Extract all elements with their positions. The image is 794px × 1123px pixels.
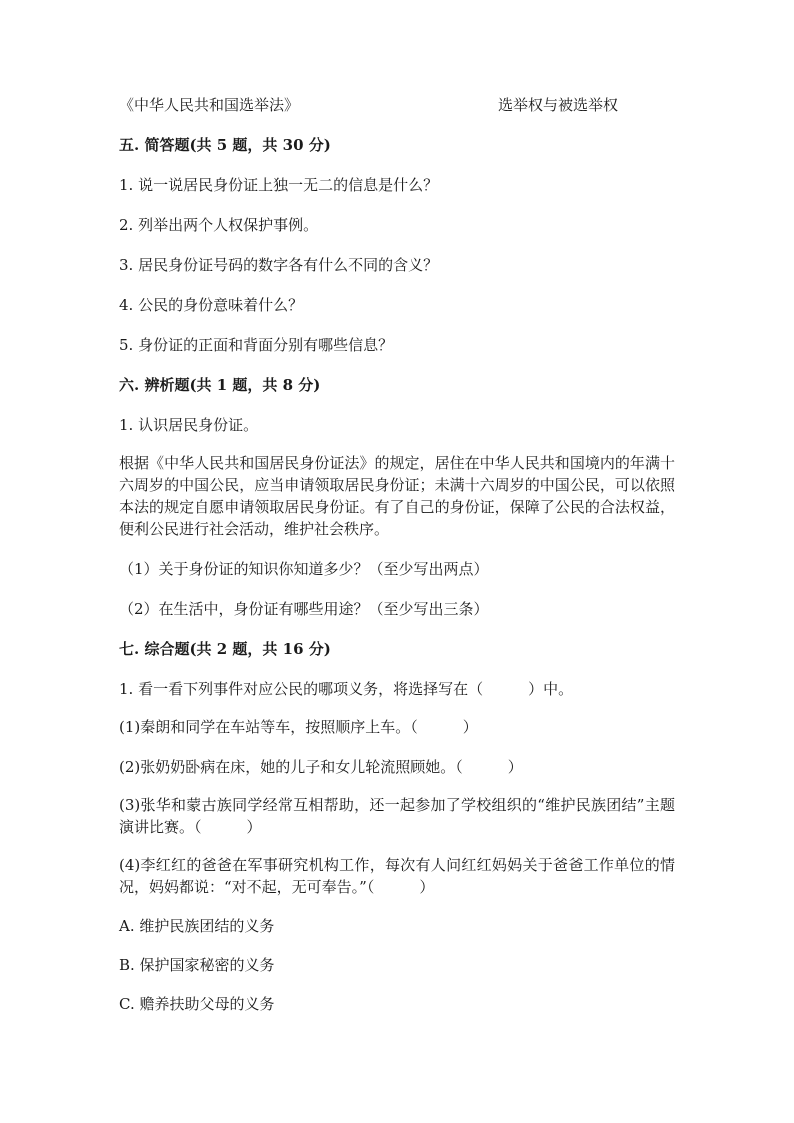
section6-question: 1. 认识居民身份证。 xyxy=(119,416,259,434)
section6-subquestion-1: （1）关于身份证的知识你知道多少？（至少写出两点） xyxy=(119,560,489,578)
section5-question-5: 5. 身份证的正面和背面分别有哪些信息？ xyxy=(119,336,394,354)
section7-item-4: (4)李红红的爸爸在军事研究机构工作，每次有人问红红妈妈关于爸爸工作单位的情况，妈妈都说：“对不起，无可奉告。”（ ） xyxy=(119,856,675,896)
section7-item-3: (3)张华和蒙古族同学经常互相帮助，还一起参加了学校组织的“维护民族团结”主题演讲比赛。（ ） xyxy=(119,796,675,836)
section7-item-2: (2)张奶奶卧病在床，她的儿子和女儿轮流照顾她。（ ） xyxy=(119,758,523,776)
section7-heading: 七. 综合题(共 2 题，共 16 分) xyxy=(119,640,331,658)
section7-item-1: (1)秦朗和同学在车站等车，按照顺序上车。（ ） xyxy=(119,718,478,736)
section5-question-3: 3. 居民身份证号码的数字各有什么不同的含义？ xyxy=(119,256,439,274)
section5-question-2: 2. 列举出两个人权保护事例。 xyxy=(119,216,319,234)
section5-question-4: 4. 公民的身份意味着什么？ xyxy=(119,296,304,314)
top-row xyxy=(119,94,675,116)
section7-option-b: B. 保护国家秘密的义务 xyxy=(119,956,275,974)
section5-question-1: 1. 说一说居民身份证上独一无二的信息是什么？ xyxy=(119,176,439,194)
top-row-right: 选举权与被选举权 xyxy=(497,96,618,114)
section7-option-c: C. 赡养扶助父母的义务 xyxy=(119,995,275,1013)
top-row-left: 《中华人民共和国选举法》 xyxy=(119,96,300,114)
section6-subquestion-2: （2）在生活中，身份证有哪些用途？（至少写出三条） xyxy=(119,600,489,618)
section7-option-a: A. 维护民族团结的义务 xyxy=(119,917,275,935)
section7-question: 1. 看一看下列事件对应公民的哪项义务，将选择写在（ ）中。 xyxy=(119,680,574,698)
section5-heading: 五. 简答题(共 5 题，共 30 分) xyxy=(119,136,331,154)
document-page xyxy=(119,94,675,1015)
section6-heading: 六. 辨析题(共 1 题，共 8 分) xyxy=(119,376,321,394)
section6-passage: 根据《中华人民共和国居民身份证法》的规定，居住在中华人民共和国境内的年满十六周岁的中国公民，应当申请领取居民身份证；未满十六周岁的中国公民，可以依照本法的规定自愿申请领取居民身份证。有了自己的身份证，保障了公民的合法权益，便利公民进行社会活动，维护社会秩序。 xyxy=(119,454,675,538)
